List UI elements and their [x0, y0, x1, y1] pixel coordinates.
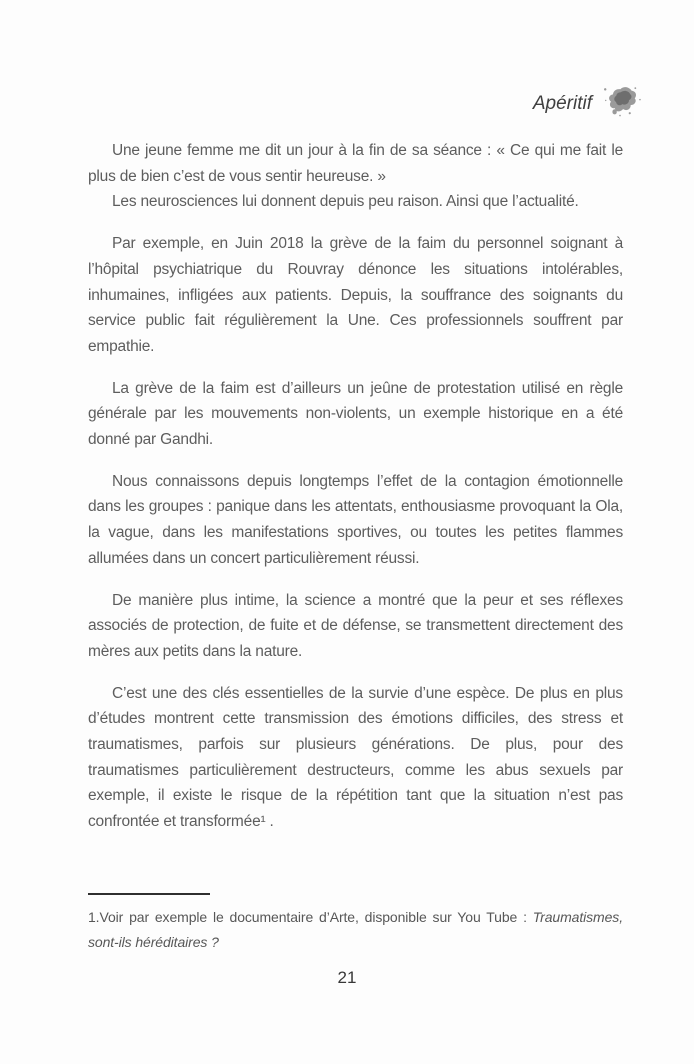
footnote-work-title: Traumatismes, sont-ils héréditaires ? — [88, 909, 623, 950]
footnote-text — [88, 905, 623, 955]
footnote — [88, 893, 623, 955]
paragraph: Nous connaissons depuis longtemps l’effet de la contagion émotionnelle dans les groupes : panique dans les attentats, enthousiasme provoquant la Ola, la vague, dans les manifestations sportives, ou toutes les petites flammes allumées dans un concert particulièrement réussi. — [88, 472, 623, 567]
footnote-separator-rule — [88, 893, 210, 895]
page-number: 21 — [337, 968, 357, 987]
paragraph: Les neurosciences lui donnent depuis peu raison. Ainsi que l’actualité. — [112, 193, 579, 211]
paragraph: La grève de la faim est d’ailleurs un jeûne de protestation utilisé en règle générale par les mouvements non-violents, un exemple historique en a été donné par Gandhi. — [88, 379, 623, 449]
paragraph: Par exemple, en Juin 2018 la grève de la faim du personnel soignant à l’hôpital psychiatrique du Rouvray dénonce les situations intolérables, inhumaines, infligées aux patients. Depuis, la souffrance des soignants du service public fait régulièrement la Une. Ces professionnels souffrent par empathie. — [88, 235, 623, 355]
paragraph: Une jeune femme me dit un jour à la fin de sa séance : « Ce qui me fait le plus de bien c’est de vous sentir heureuse. » — [88, 142, 623, 185]
paragraph: C’est une des clés essentielles de la survie d’une espèce. De plus en plus d’études montrent cette transmission des émotions difficiles, des stress et traumatismes, parfois sur plusieurs générations. De plus, pour des traumatismes particulièrement destructeurs, comme les abus sexuels par exemple, il existe le risque de la répétition tant que la situation n’est pas confrontée et transformée¹ . — [88, 684, 623, 831]
running-header-title: Apéritif — [532, 92, 592, 114]
footnote-reference: 1.Voir par exemple le documentaire d’Arte, disponible sur You Tube : — [88, 909, 533, 925]
running-header — [533, 84, 642, 123]
ink-splat-icon — [604, 84, 642, 123]
paragraph: De manière plus intime, la science a montré que la peur et ses réflexes associés de protection, de fuite et de défense, se transmettent directement des mères aux petits dans la nature. — [88, 591, 623, 660]
body-text — [88, 138, 623, 851]
